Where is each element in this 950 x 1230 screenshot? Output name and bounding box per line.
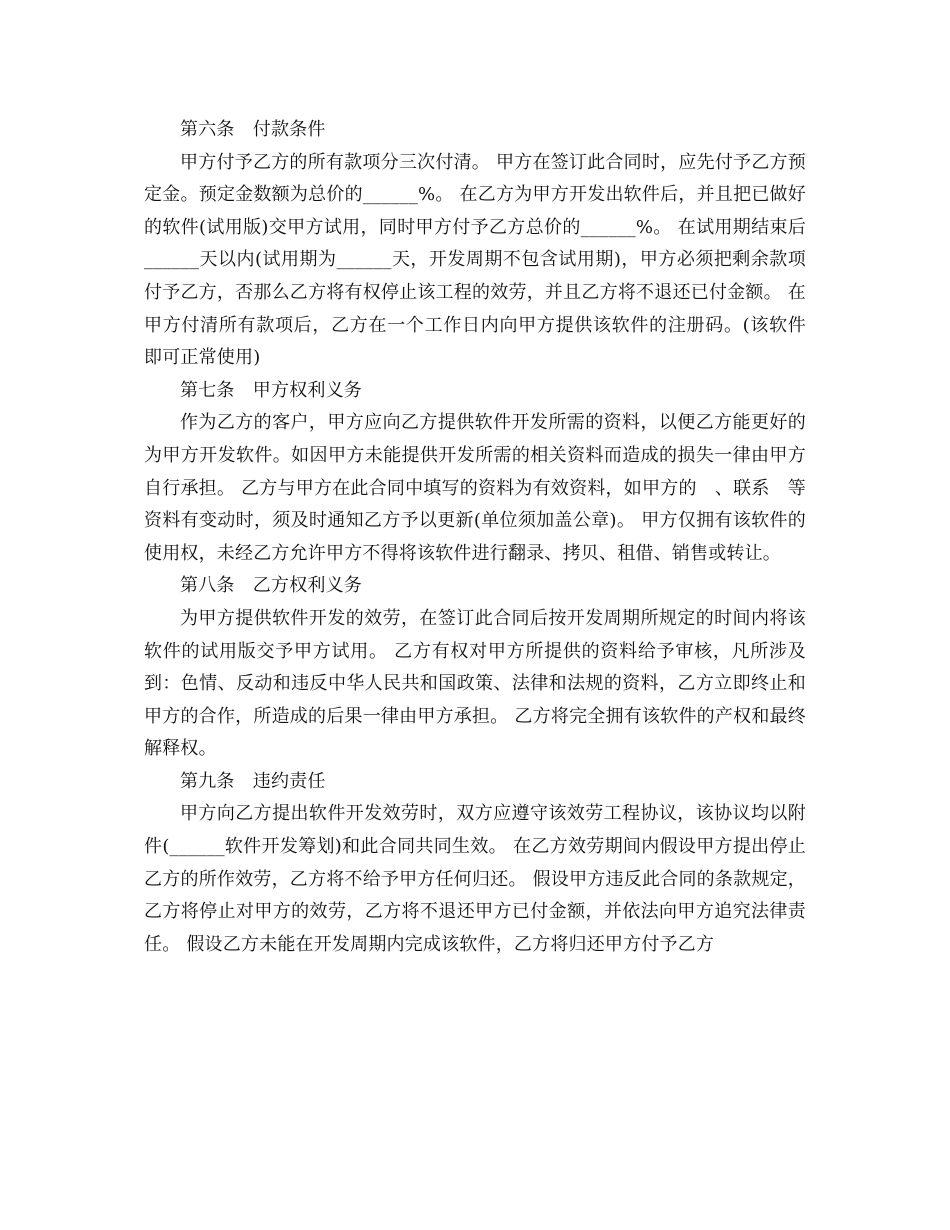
article-7-body: 作为乙方的客户，甲方应向乙方提供软件开发所需的资料，以便乙方能更好的为甲方开发软件。如因甲方未能提供开发所需的相关资料而造成的损失一律由甲方自行承担。 乙方与甲方在此合同中填写的资料为有效资料，如甲方的 、联系 等资料有变动时，须及时通知乙方予以更新(单位须加盖公章)。 甲方仅拥有该软件的使用权，未经乙方允许甲方不得将该软件进行翻录、拷贝、租借、销售或转让。 <box>144 412 806 564</box>
article-8-heading: 第八条 乙方权利义务 <box>180 575 362 597</box>
article-9-heading: 第九条 违约责任 <box>180 770 326 792</box>
contract-text <box>144 114 806 961</box>
article-8-body: 为甲方提供软件开发的效劳，在签订此合同后按开发周期所规定的时间内将该软件的试用版交予甲方试用。 乙方有权对甲方所提供的资料给予审核，凡所涉及到：色情、反动和违反中华人民共和国政策、法律和法规的资料，乙方立即终止和甲方的合作，所造成的后果一律由甲方承担。 乙方将完全拥有该软件的产权和最终解释权。 <box>144 607 806 760</box>
article-7-heading: 第七条 甲方权利义务 <box>180 379 362 401</box>
article-9-body: 甲方向乙方提出软件开发效劳时，双方应遵守该效劳工程协议，该协议均以附件(______软件开发筹划)和此合同共同生效。 在乙方效劳期间内假设甲方提出停止乙方的所作效劳，乙方将不给予甲方任何归还。 假设甲方违反此合同的条款规定，乙方将停止对甲方的效劳，乙方将不退还甲方已付金额，并依法向甲方追究法律责任。 假设乙方未能在开发周期内完成该软件，乙方将归还甲方付予乙方 <box>144 803 806 955</box>
article-6-heading: 第六条 付款条件 <box>180 119 326 140</box>
article-6-body: 甲方付予乙方的所有款项分三次付清。 甲方在签订此合同时，应先付予乙方预定金。预定金数额为总价的______%。 在乙方为甲方开发出软件后，并且把已做好的软件(试用版)交甲方试用，同时甲方付予乙方总价的______%。 在试用期结束后______天以内(试用期为______天，开发周期不包含试用期)，甲方必须把剩余款项付予乙方，否那么乙方将有权停止该工程的效劳，并且乙方将不退还已付金额。 在甲方付清所有款项后，乙方在一个工作日内向甲方提供该软件的注册码。(该软件即可正常使用) <box>144 151 806 369</box>
